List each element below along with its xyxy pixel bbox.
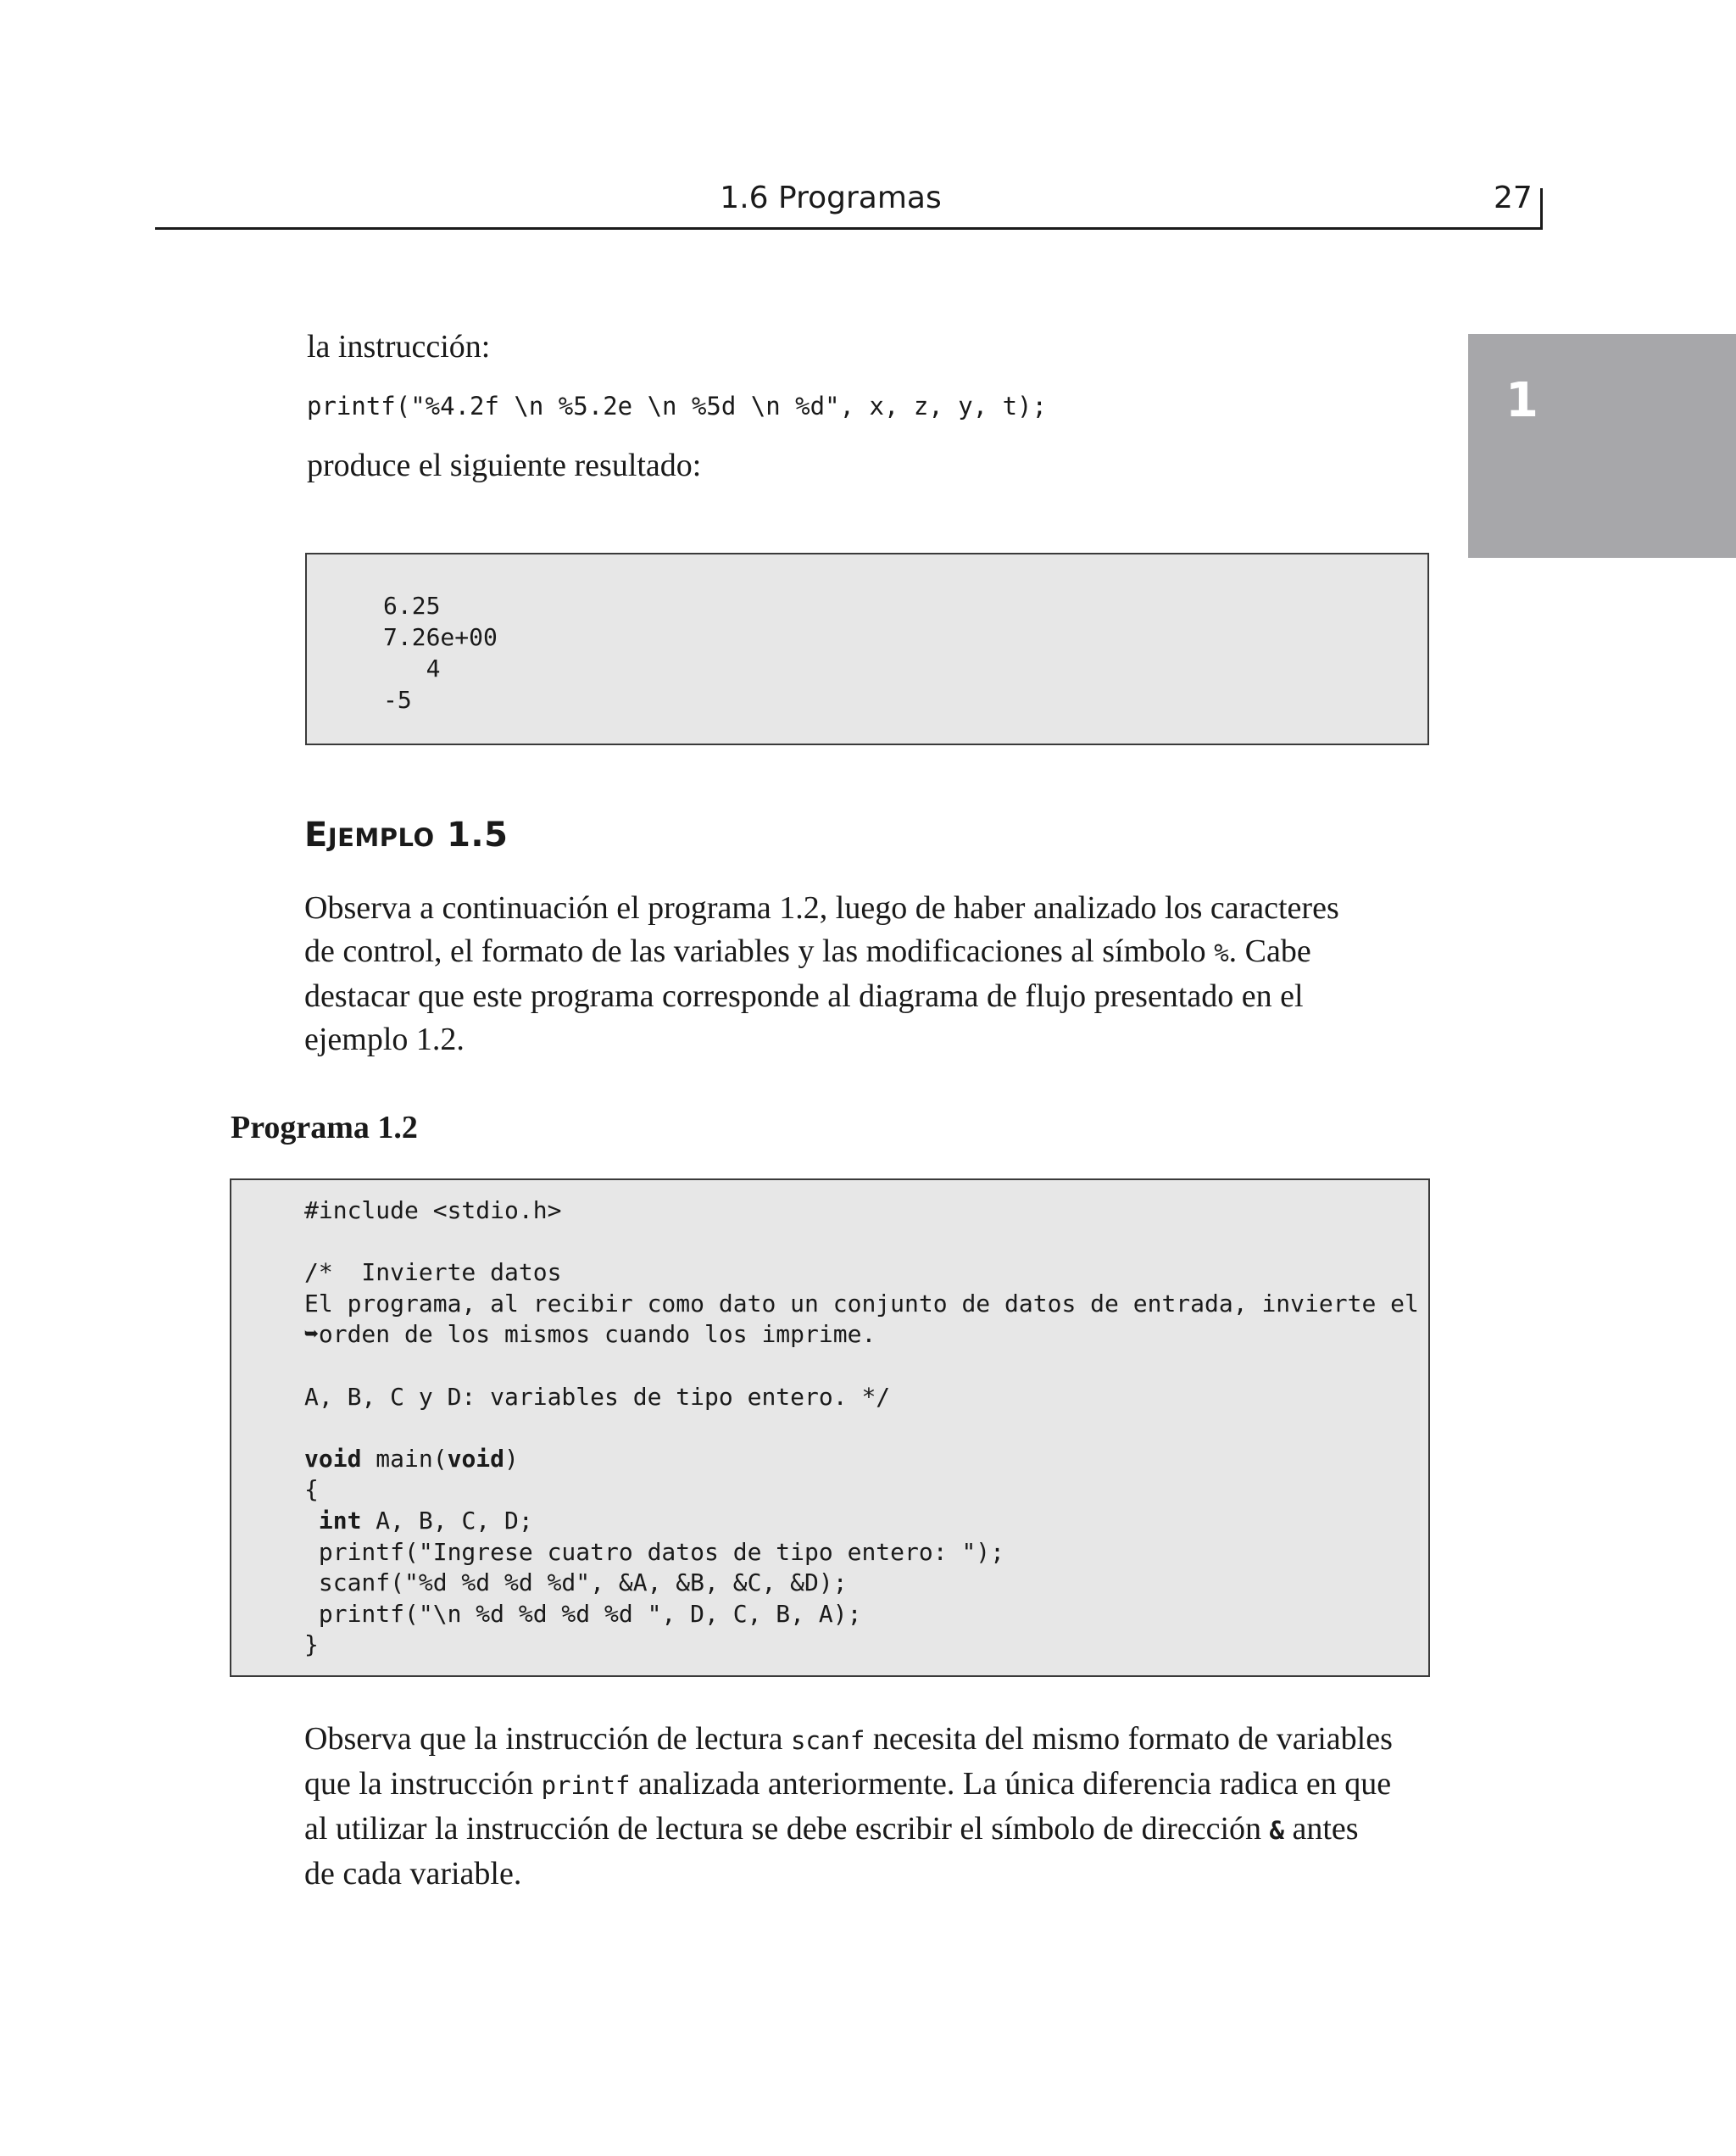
code-line: int A, B, C, D; <box>318 1506 533 1535</box>
paragraph-line: Observa a continuación el programa 1.2, luego de haber analizado los caracteres <box>304 890 1339 926</box>
example-label-first: E <box>304 816 328 855</box>
code-line: scanf("%d %d %d %d", &A, &B, &C, &D); <box>304 1568 848 1597</box>
output-line: 4 <box>383 655 441 682</box>
code-line: } <box>304 1630 319 1659</box>
paragraph-line: que la instrucción printf analizada anteriormente. La única diferencia radica en que <box>304 1766 1392 1802</box>
chapter-tab <box>1468 334 1736 558</box>
program-code <box>304 1195 1419 1661</box>
paragraph-line: al utilizar la instrucción de lectura se debe escribir el símbolo de dirección & antes <box>304 1811 1359 1847</box>
paragraph-line: ejemplo 1.2. <box>304 1022 465 1057</box>
header-tick <box>1540 188 1543 230</box>
code-line: #include <stdio.h> <box>304 1196 562 1224</box>
paragraph-line: de cada variable. <box>304 1856 522 1891</box>
paragraph-line: de control, el formato de las variables y las modificaciones al símbolo %. Cabe <box>304 933 1311 969</box>
code-line: void main(void) <box>304 1444 519 1473</box>
printf-code: printf <box>541 1771 631 1800</box>
intro-line-1: la instrucción: <box>307 329 491 365</box>
closing-paragraph <box>304 1718 1393 1896</box>
running-title: 1.6 Programas <box>720 181 942 215</box>
example-heading <box>304 816 508 855</box>
program-heading: Programa 1.2 <box>231 1110 418 1145</box>
example-label-rest: JEMPLO <box>327 823 435 852</box>
output-text <box>383 590 498 716</box>
intro-line-2: produce el siguiente resultado: <box>307 448 702 483</box>
paragraph-line: Observa que la instrucción de lectura scanf necesita del mismo formato de variables <box>304 1721 1393 1757</box>
program-code-box <box>230 1178 1430 1677</box>
percent-symbol: % <box>1214 939 1229 967</box>
example-paragraph <box>304 887 1339 1061</box>
output-box <box>305 553 1429 745</box>
code-line: { <box>304 1475 319 1504</box>
example-number: 1.5 <box>447 816 509 855</box>
code-line: A, B, C y D: variables de tipo entero. */ <box>304 1382 891 1411</box>
code-line: ➥orden de los mismos cuando los imprime. <box>304 1320 876 1349</box>
paragraph-line: destacar que este programa corresponde al diagrama de flujo presentado en el <box>304 978 1304 1014</box>
scanf-code: scanf <box>791 1726 865 1755</box>
code-line: /* Invierte datos <box>304 1258 562 1287</box>
output-line: 6.25 <box>383 592 441 620</box>
chapter-number: 1 <box>1505 373 1538 428</box>
code-line: El programa, al recibir como dato un conjunto de datos de entrada, invierte el <box>304 1289 1419 1318</box>
output-line: -5 <box>383 686 412 714</box>
intro-code: printf("%4.2f \n %5.2e \n %5d \n %d", x, z, y, t); <box>307 392 1047 421</box>
header-rule <box>155 227 1543 230</box>
code-line: printf("Ingrese cuatro datos de tipo entero: "); <box>304 1537 1005 1566</box>
output-line: 7.26e+00 <box>383 623 498 651</box>
page-number: 27 <box>1494 181 1533 215</box>
ampersand-code: & <box>1269 1816 1284 1845</box>
code-line: printf("\n %d %d %d %d ", D, C, B, A); <box>304 1599 862 1628</box>
